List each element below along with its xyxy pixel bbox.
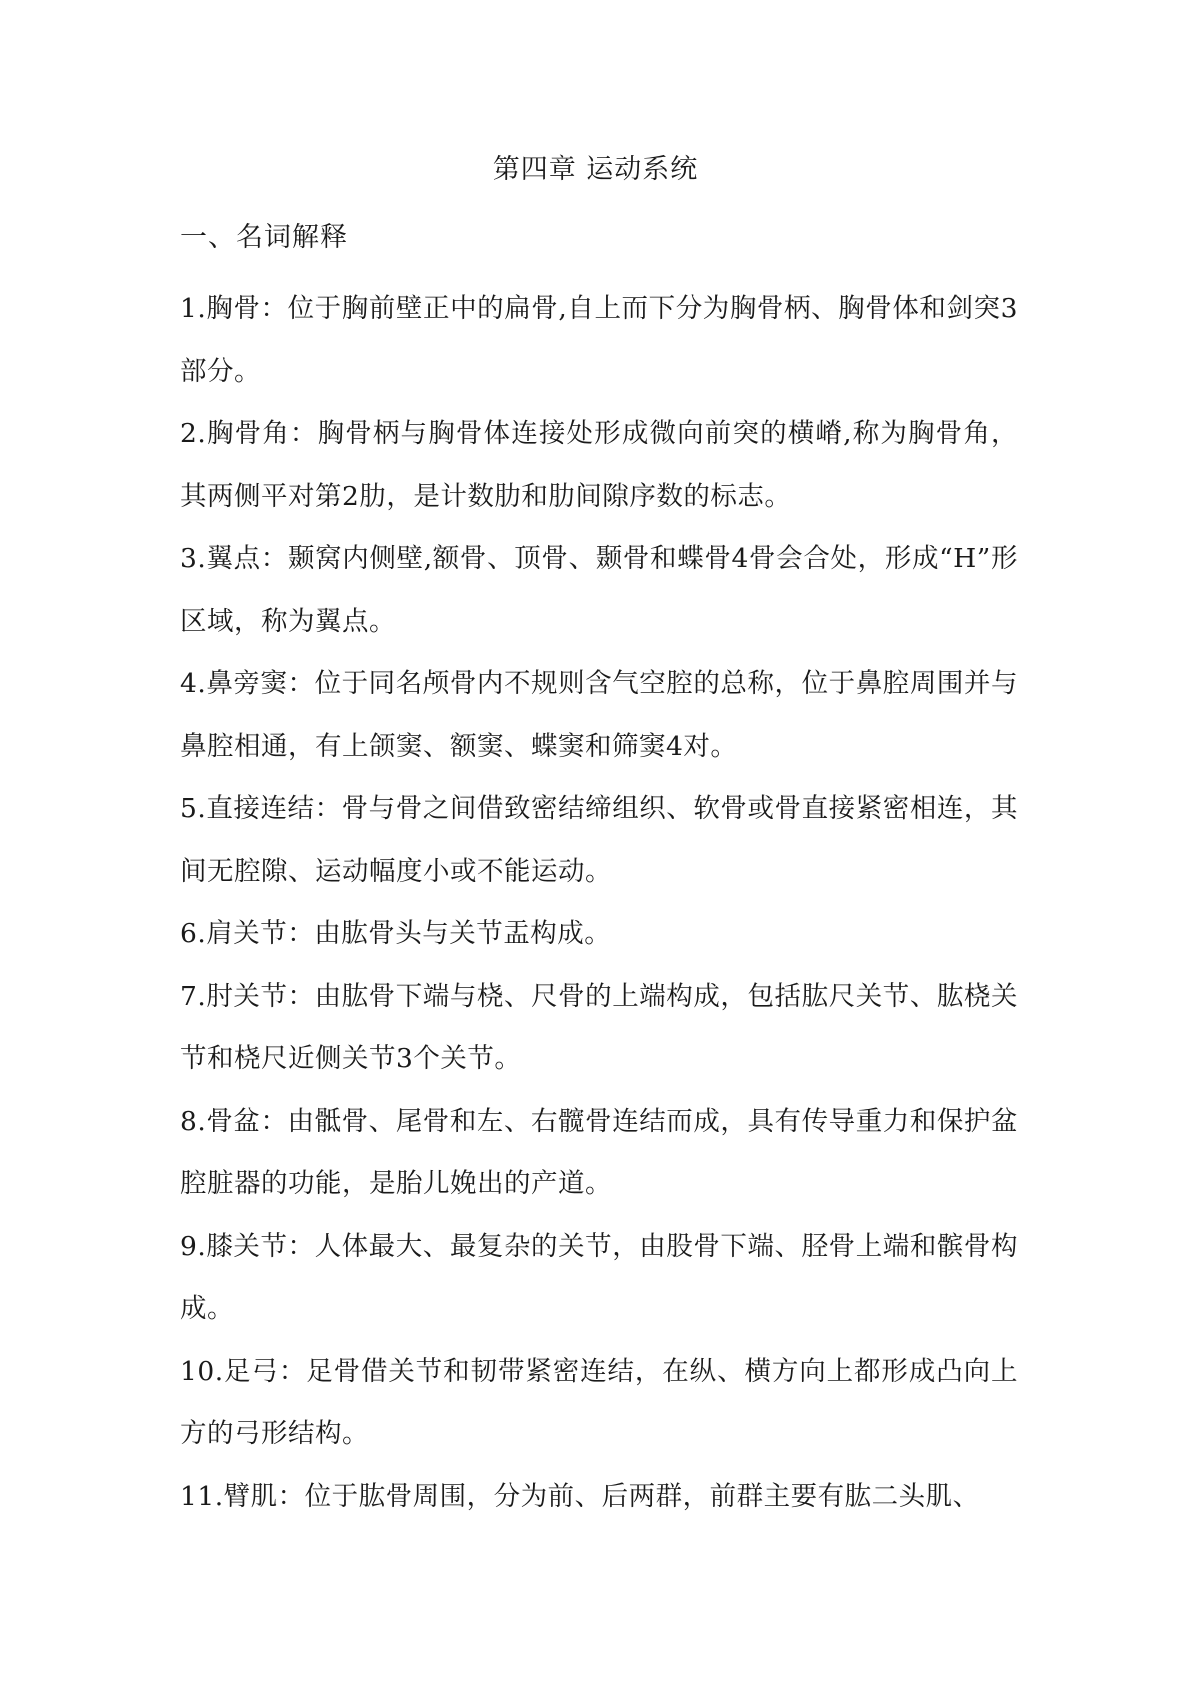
definition-item: 1.胸骨：位于胸前壁正中的扁骨,自上而下分为胸骨柄、胸骨体和剑突3部分。 <box>180 293 1018 387</box>
definition-list <box>180 278 1018 1528</box>
definition-item: 6.肩关节：由肱骨头与关节盂构成。 <box>180 918 612 949</box>
definition-item: 7.肘关节：由肱骨下端与桡、尺骨的上端构成，包括肱尺关节、肱桡关节和桡尺近侧关节3个关节。 <box>180 980 1018 1074</box>
definition-item: 2.胸骨角：胸骨柄与胸骨体连接处形成微向前突的横嵴,称为胸骨角，其两侧平对第2肋，是计数肋和肋间隙序数的标志。 <box>180 418 1018 512</box>
section-heading: 一、名词解释 <box>180 222 348 253</box>
definition-item: 9.膝关节：人体最大、最复杂的关节，由股骨下端、胫骨上端和髌骨构成。 <box>180 1230 1018 1324</box>
definition-item: 11.臂肌：位于肱骨周围，分为前、后两群，前群主要有肱二头肌、 <box>180 1480 980 1512</box>
definition-item: 3.翼点：颞窝内侧壁,额骨、顶骨、颞骨和蝶骨4骨会合处，形成“H”形区域，称为翼点。 <box>180 543 1018 637</box>
definition-item: 8.骨盆：由骶骨、尾骨和左、右髋骨连结而成，具有传导重力和保护盆腔脏器的功能，是胎儿娩出的产道。 <box>180 1105 1018 1199</box>
definition-item: 5.直接连结：骨与骨之间借致密结缔组织、软骨或骨直接紧密相连，其间无腔隙、运动幅度小或不能运动。 <box>180 793 1018 887</box>
definition-item: 10.足弓：足骨借关节和韧带紧密连结，在纵、横方向上都形成凸向上方的弓形结构。 <box>180 1355 1018 1449</box>
definition-item: 4.鼻旁窦：位于同名颅骨内不规则含气空腔的总称，位于鼻腔周围并与鼻腔相通，有上颌窦、额窦、蝶窦和筛窦4对。 <box>180 668 1018 762</box>
chapter-title: 第四章 运动系统 <box>492 154 699 185</box>
